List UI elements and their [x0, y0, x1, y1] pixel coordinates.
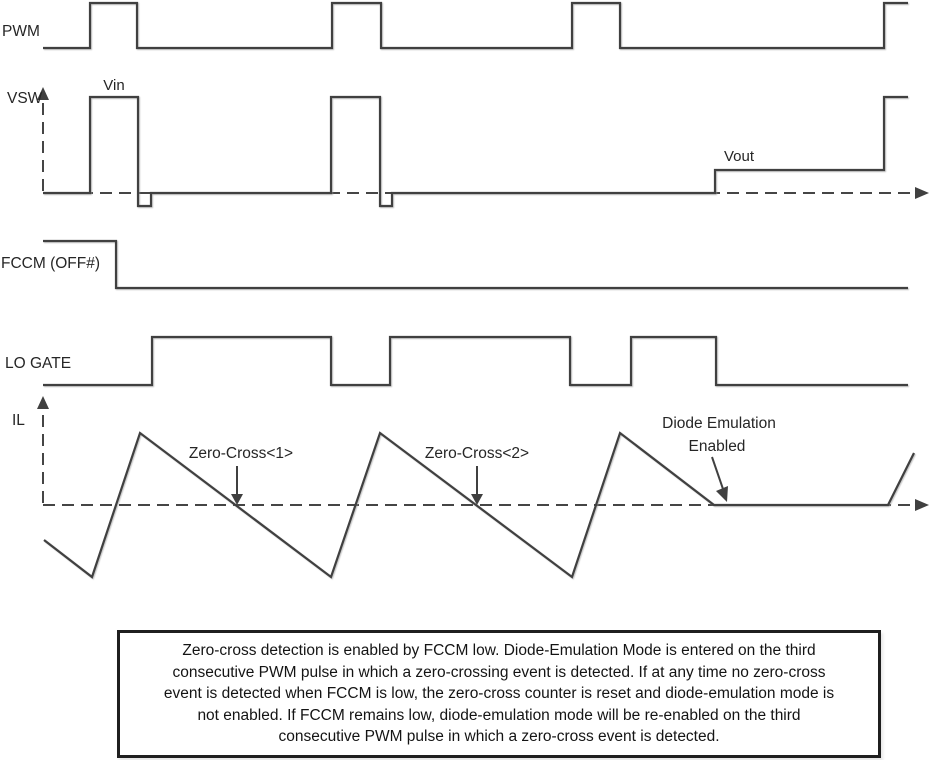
diode-emulation-label-line1: Diode Emulation	[662, 415, 776, 432]
vin-label: Vin	[103, 77, 125, 94]
note-line: event is detected when FCCM is low, the zero-cross counter is reset and diode-emulation mode is	[163, 685, 835, 703]
zero-cross-1-label: Zero-Cross<1>	[188, 445, 294, 462]
lo-gate-waveform	[43, 337, 908, 385]
note-line: not enabled. If FCCM remains low, diode-emulation mode will be re-enabled on the third	[197, 706, 801, 724]
zero-cross-2-label: Zero-Cross<2>	[424, 445, 530, 462]
il-label: IL	[12, 412, 25, 429]
fccm-label: FCCM (OFF#)	[1, 255, 101, 272]
note-line: consecutive PWM pulse in which a zero-cross event is detected.	[278, 728, 720, 746]
vout-label: Vout	[724, 148, 755, 165]
diode-emulation-label-line2: Enabled	[688, 438, 746, 455]
il-axis-up-arrow-icon	[37, 396, 49, 409]
vsw-label: VSW	[7, 90, 43, 107]
note-line: consecutive PWM pulse in which a zero-crossing event is detected. If at any time no zero-cross	[172, 663, 826, 681]
note-line: Zero-cross detection is enabled by FCCM low. Diode-Emulation Mode is entered on the third	[182, 642, 816, 659]
il-axis-right-arrow-icon	[915, 499, 929, 511]
diode-emulation-arrow-icon	[712, 457, 728, 502]
lo-gate-label: LO GATE	[5, 355, 72, 372]
pwm-waveform	[43, 3, 908, 48]
zero-cross-1-arrow-icon	[231, 466, 243, 505]
vsw-axis-right-arrow-icon	[915, 187, 929, 199]
zero-cross-2-arrow-icon	[471, 466, 483, 505]
vsw-waveform	[43, 97, 908, 206]
note-box	[117, 630, 881, 758]
fccm-waveform	[43, 241, 908, 288]
pwm-label: PWM	[2, 23, 40, 40]
